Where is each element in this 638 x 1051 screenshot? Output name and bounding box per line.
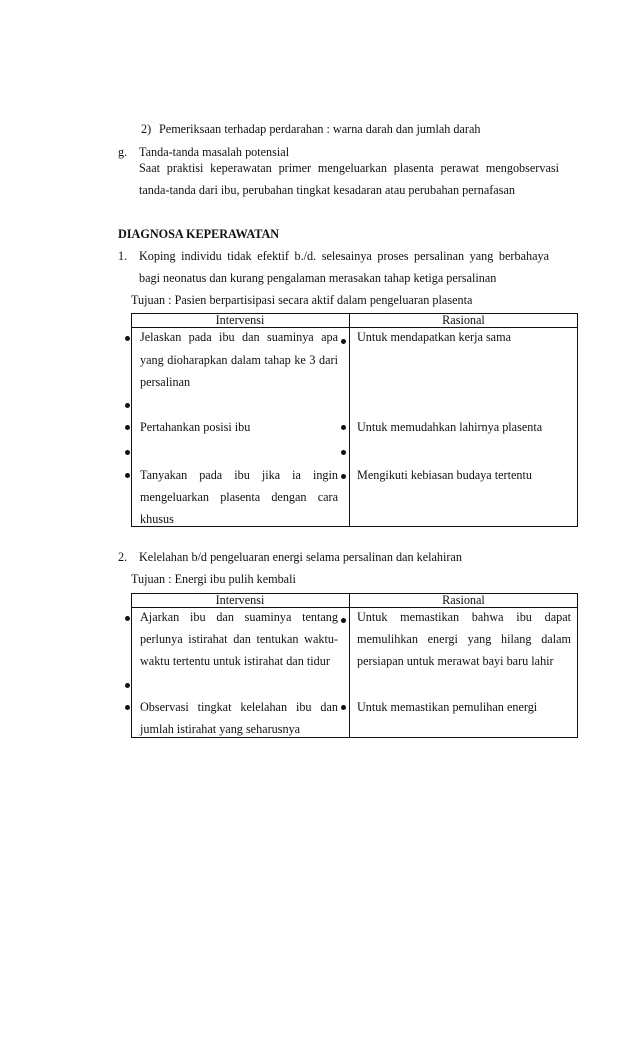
diagnosis-2-number: 2.: [118, 550, 128, 564]
section-heading: DIAGNOSA KEPERAWATAN: [118, 227, 280, 241]
table-1-intervensi-1-line-3: persalinan: [140, 375, 191, 389]
table-2-intervensi-1-line-1: Ajarkan ibu dan suaminya tentang: [140, 610, 338, 624]
table-2-rasional-1-line-2: memulihkan energi yang hilang dalam: [357, 632, 571, 646]
table-2-intervensi-1-line-2: perlunya istirahat dan tentukan waktu-: [140, 632, 338, 646]
table-1-bullet: [125, 336, 130, 341]
item-g-letter: g.: [118, 145, 128, 159]
item-g-paragraph-line-2: tanda-tanda dari ibu, perubahan tingkat kesadaran atau perubahan pernafasan: [139, 183, 515, 197]
table-1-rasional-2: Untuk memudahkan lahirnya plasenta: [357, 420, 543, 434]
table-2-bullet: [341, 618, 346, 623]
table-1-bullet: [341, 339, 346, 344]
table-2-header-rasional: Rasional: [442, 593, 485, 607]
table-2-bullet: [125, 616, 130, 621]
table-2-intervensi-2-line-2: jumlah istirahat yang seharusnya: [140, 722, 301, 736]
table-1-intervensi-2-line-1: Pertahankan posisi ibu: [140, 420, 251, 434]
table-1-rasional-1: Untuk mendapatkan kerja sama: [357, 330, 511, 344]
table-1-bullet: [125, 403, 130, 408]
diagnosis-1-number: 1.: [118, 249, 128, 263]
diagnosis-1-line-2: bagi neonatus dan kurang pengalaman merasakan tahap ketiga persalinan: [139, 271, 497, 285]
table-1-intervensi-3-line-1: Tanyakan pada ibu jika ia ingin: [140, 468, 338, 482]
table-1-bullet: [341, 450, 346, 455]
table-1-rasional-3: Mengikuti kebiasan budaya tertentu: [357, 468, 532, 482]
table-2-rasional-1-line-1: Untuk memastikan bahwa ibu dapat: [357, 610, 571, 624]
table-2-header-intervensi: Intervensi: [215, 593, 265, 607]
table-2-intervensi-2-line-1: Observasi tingkat kelelahan ibu dan: [140, 700, 338, 714]
table-1-header-rasional: Rasional: [442, 313, 485, 327]
table-2-column-divider: [349, 593, 350, 738]
table-2-rasional-2-line-1: Untuk memastikan pemulihan energi: [357, 700, 538, 714]
table-1-intervensi-1-line-1: Jelaskan pada ibu dan suaminya apa: [140, 330, 338, 344]
table-2-intervensi-1-line-3: waktu tertentu untuk istirahat dan tidur: [140, 654, 330, 668]
diagnosis-1-goal: Tujuan : Pasien berpartisipasi secara aktif dalam pengeluaran plasenta: [131, 293, 473, 307]
table-2-bullet: [125, 683, 130, 688]
table-1-intervensi-3-line-3: khusus: [140, 512, 174, 526]
table-2-rasional-1-line-3: persiapan untuk merawat bayi baru lahir: [357, 654, 554, 668]
item-g-paragraph-line-1: Saat praktisi keperawatan primer mengeluarkan plasenta perawat mengobservasi: [139, 161, 559, 175]
table-1-column-divider: [349, 313, 350, 527]
diagnosis-2-goal: Tujuan : Energi ibu pulih kembali: [131, 572, 296, 586]
table-1-header-intervensi: Intervensi: [215, 313, 265, 327]
table-1-bullet: [341, 474, 346, 479]
table-2-bullet: [341, 705, 346, 710]
table-1-bullet: [125, 473, 130, 478]
table-2-bullet: [125, 705, 130, 710]
item-2-text: Pemeriksaan terhadap perdarahan : warna darah dan jumlah darah: [159, 122, 481, 136]
table-1-bullet: [125, 425, 130, 430]
item-2-number: 2): [141, 122, 152, 136]
table-1-bullet: [341, 425, 346, 430]
diagnosis-2-line-1: Kelelahan b/d pengeluaran energi selama persalinan dan kelahiran: [139, 550, 462, 564]
table-1-bullet: [125, 450, 130, 455]
table-1-intervensi-1-line-2: yang dioharapkan dalam tahap ke 3 dari: [140, 353, 338, 367]
item-g-title: Tanda-tanda masalah potensial: [139, 145, 290, 159]
diagnosis-1-line-1: Koping individu tidak efektif b./d. selesainya proses persalinan yang berbahaya: [139, 249, 549, 263]
table-1-intervensi-3-line-2: mengeluarkan plasenta dengan cara: [140, 490, 338, 504]
